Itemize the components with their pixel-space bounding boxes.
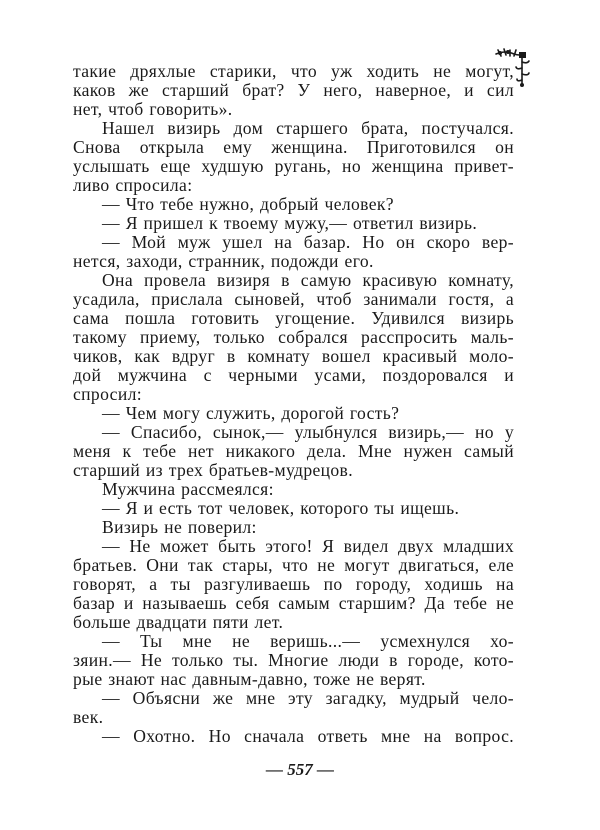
text-line: такие дряхлые старики, что уж ходить не могут, (73, 61, 514, 81)
text-line: больше двадцати пяти лет. (73, 612, 284, 632)
text-line: чиков, как вдруг в комнату вошел красивый моло- (73, 346, 514, 366)
text-line: — Что тебе нужно, добрый человек? (102, 194, 394, 214)
text-line: ливо спросила: (73, 175, 193, 195)
text-line: говорят, а ты разгуливаешь по городу, ходишь на (73, 574, 514, 594)
paragraph (73, 195, 514, 214)
paragraph (73, 233, 514, 271)
text-line: дой мужчина с черными усами, поздоровался и (73, 365, 514, 385)
text-line: — Чем могу служить, дорогой гость? (102, 403, 400, 423)
text-line: — Мой муж ушел на базар. Но он скоро вер- (102, 232, 514, 252)
text-line: усадила, прислала сыновей, чтоб занимали гостя, а (73, 289, 514, 309)
text-line: — Ты мне не веришь...— усмехнулся хо- (102, 631, 514, 651)
paragraph (73, 404, 514, 423)
text-line: каков же старший брат? У него, наверное, и сил (73, 80, 514, 100)
text-line: Нашел визирь дом старшего брата, постучался. (102, 118, 514, 138)
text-line: сама пошла готовить угощение. Удивился визирь (73, 308, 514, 328)
text-line: век. (73, 707, 104, 727)
text-line: Визирь не поверил: (102, 517, 257, 537)
paragraph (73, 632, 514, 689)
text-line: нет, чтоб говорить». (73, 99, 233, 119)
paragraph (73, 689, 514, 727)
text-line: старший из трех братьев-мудрецов. (73, 460, 353, 480)
text-line: Снова открыла ему женщина. Приготовился он (73, 137, 514, 157)
text-line: спросил: (73, 384, 142, 404)
text-line: — Объясни же мне эту загадку, мудрый чело- (102, 688, 514, 708)
text-line: базар и называешь себя самым старшим? Да тебе не (73, 593, 514, 613)
text-line: зяин.— Не только ты. Многие люди в городе, кото- (73, 650, 514, 670)
text-line: такому приему, только собрался расспросить маль- (73, 327, 514, 347)
paragraph (73, 518, 514, 537)
text-line: Она провела визиря в самую красивую комнату, (102, 270, 514, 290)
text-line: — Охотно. Но сначала ответь мне на вопрос. (102, 726, 514, 746)
text-line: услышать еще худшую ругань, но женщина привет- (73, 156, 514, 176)
text-line: — Я и есть тот человек, которого ты ищешь. (102, 498, 460, 518)
paragraph (73, 271, 514, 404)
paragraph (73, 119, 514, 195)
book-page-text (73, 62, 514, 746)
text-line: рые знают нас давным-давно, тоже не верят. (73, 669, 426, 689)
text-line: — Не может быть этого! Я видел двух младших (102, 536, 514, 556)
paragraph (73, 727, 514, 746)
paragraph (73, 499, 514, 518)
paragraph (73, 480, 514, 499)
text-line: Мужчина рассмеялся: (102, 479, 274, 499)
text-line: меня к тебе нет никакого дела. Мне нужен самый (73, 441, 514, 461)
paragraph (73, 537, 514, 632)
text-line: — Я пришел к твоему мужу,— ответил визирь. (102, 213, 478, 233)
paragraph (73, 214, 514, 233)
text-line: братьев. Они так стары, что не могут двигаться, еле (73, 555, 514, 575)
page-number: — 557 — (266, 760, 334, 779)
text-line: — Спасибо, сынок,— улыбнулся визирь,— но у (102, 422, 514, 442)
paragraph (73, 423, 514, 480)
paragraph (73, 62, 514, 119)
text-line: нется, заходи, странник, подожди его. (73, 251, 374, 271)
